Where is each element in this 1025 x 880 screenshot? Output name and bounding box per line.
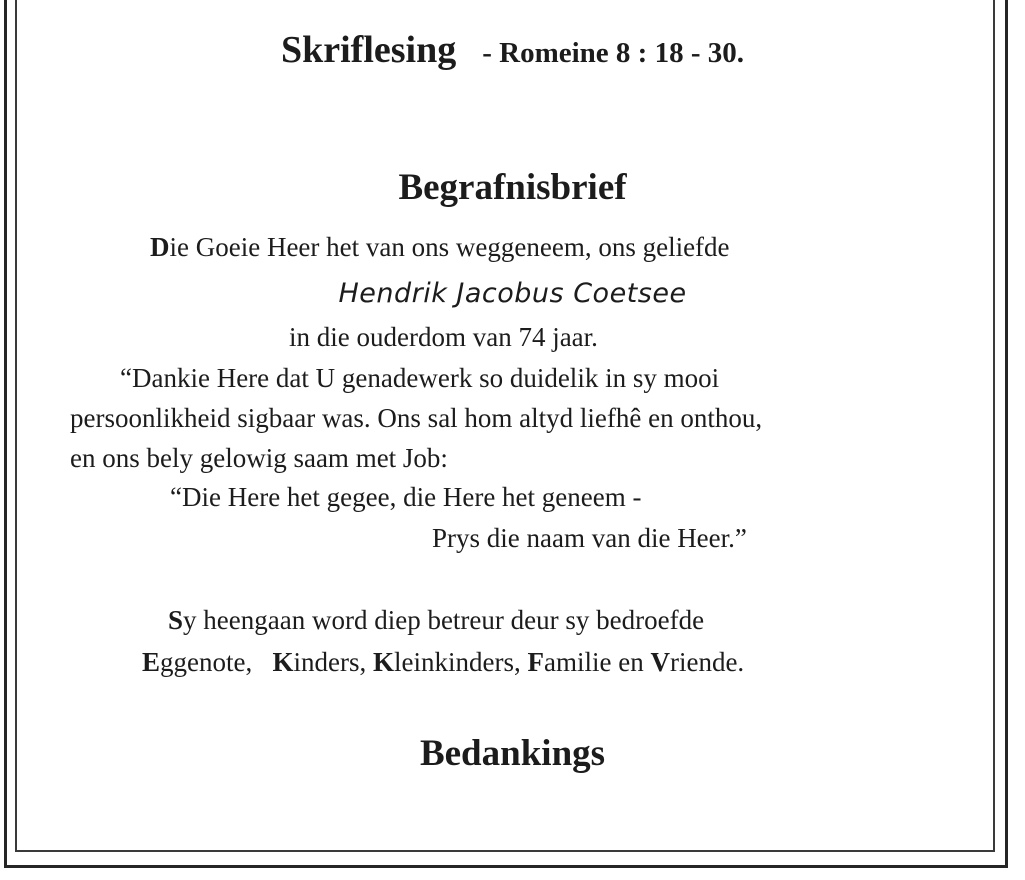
family-item: Familie en bbox=[527, 647, 644, 677]
scripture-heading bbox=[0, 28, 1025, 72]
scripture-reference: - Romeine 8 : 18 - 30. bbox=[482, 37, 744, 69]
mourning-line-text: y heengaan word diep betreur deur sy bedroefde bbox=[183, 605, 705, 635]
deceased-name: Hendrik Jacobus Coetsee bbox=[338, 278, 687, 309]
family-line bbox=[142, 645, 744, 679]
thanks-heading: Bedankings bbox=[419, 733, 606, 774]
quote-line-2: persoonlikheid sigbaar was. Ons sal hom altyd liefhê en onthou, bbox=[70, 403, 763, 433]
mourning-line-initial: S bbox=[168, 605, 184, 635]
notice-line-1-initial: D bbox=[150, 232, 170, 262]
family-item: Kleinkinders, bbox=[373, 647, 521, 677]
family-item: Vriende. bbox=[650, 647, 745, 677]
notice-line-1-text: ie Goeie Heer het van ons weggeneem, ons geliefde bbox=[169, 232, 730, 262]
job-quote-line-1: “Die Here het gegee, die Here het geneem - bbox=[170, 482, 642, 512]
family-item: Kinders, bbox=[272, 647, 367, 677]
quote-line-3: en ons bely gelowig saam met Job: bbox=[70, 443, 448, 473]
mourning-line bbox=[168, 603, 704, 637]
job-quote-line-2: Prys die naam van die Heer.” bbox=[432, 523, 747, 553]
notice-heading: Begrafnisbrief bbox=[398, 167, 627, 208]
notice-line-1 bbox=[150, 230, 730, 264]
scripture-title: Skriflesing bbox=[280, 29, 457, 71]
age-line: in die ouderdom van 74 jaar. bbox=[289, 322, 598, 352]
family-item: Eggenote, bbox=[142, 647, 253, 677]
quote-line-1: “Dankie Here dat U genadewerk so duidelik in sy mooi bbox=[120, 363, 720, 393]
